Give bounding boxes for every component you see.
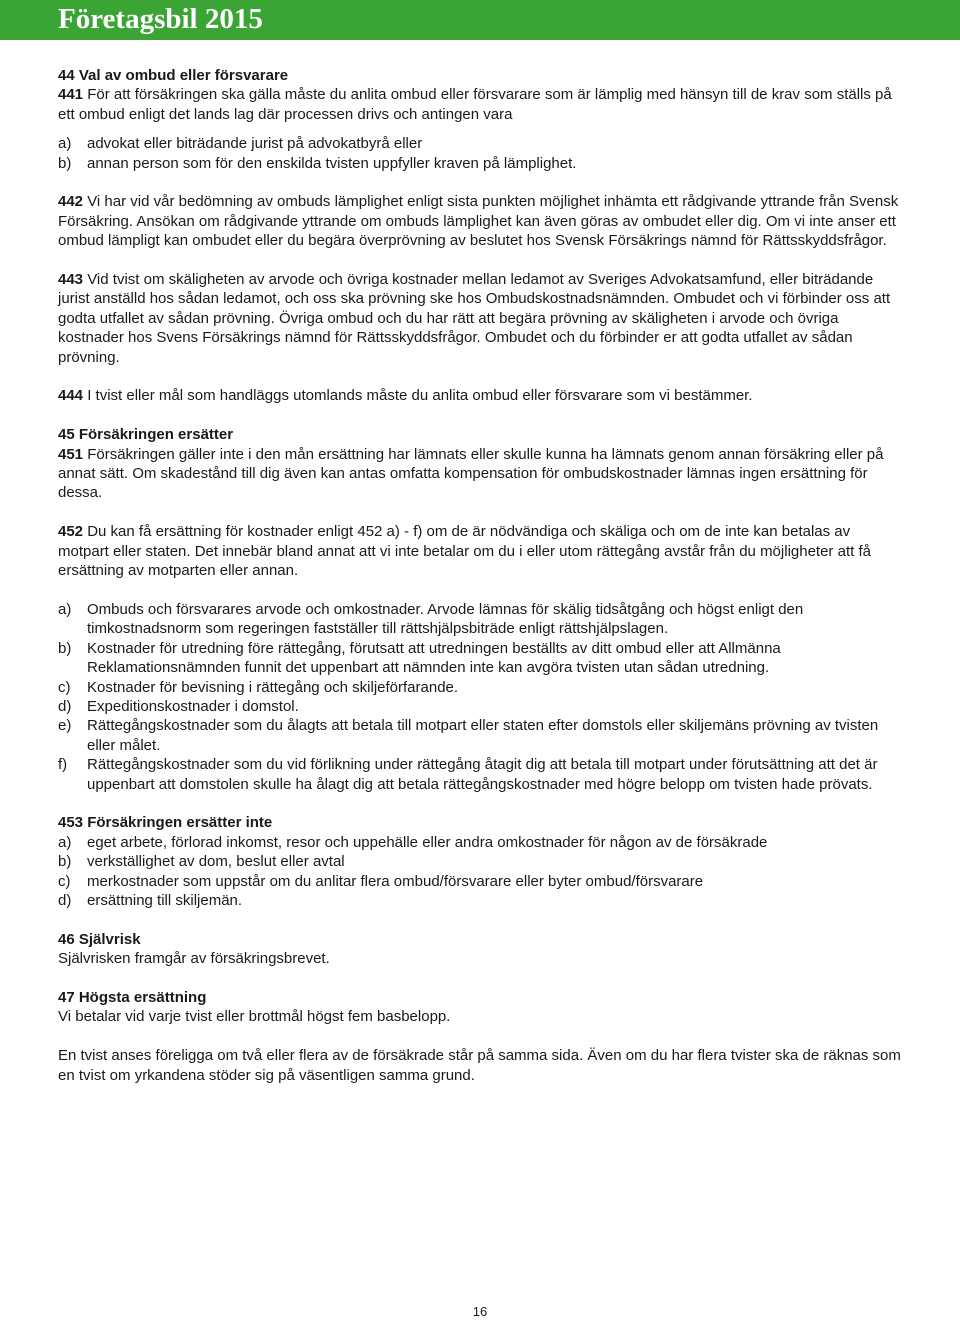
list-item bbox=[58, 716, 904, 755]
list-item bbox=[58, 833, 904, 852]
list-label: d) bbox=[58, 697, 72, 715]
paragraph-number: 444 bbox=[58, 387, 84, 405]
paragraph-number: 443 bbox=[58, 271, 84, 289]
section-heading-47: 47 Högsta ersättning bbox=[58, 988, 207, 1006]
page-number: 16 bbox=[472, 1304, 488, 1319]
section-heading-44: 44 Val av ombud eller försvarare bbox=[58, 67, 289, 84]
list-item bbox=[58, 852, 904, 871]
paragraph-text: I tvist eller mål som handläggs utomlands måste du anlita ombud eller försvarare som vi bestämmer. bbox=[87, 387, 753, 405]
list-text: ersättning till skiljemän. bbox=[87, 891, 243, 909]
paragraph-442 bbox=[58, 192, 904, 250]
paragraph-47: Vi betalar vid varje tvist eller brottmål högst fem basbelopp. bbox=[58, 1008, 451, 1026]
list-item bbox=[58, 872, 904, 891]
list-item bbox=[58, 891, 904, 910]
paragraph-text: Försäkringen gäller inte i den mån ersättning har lämnats eller skulle kunna ha lämnats genom annan försäkring eller på annat sätt. Om skadestånd till dig även kan antas omfatta kompensation för ombudskostnader lämnas ingen ersättning för dessa. bbox=[58, 445, 884, 502]
section-heading-46: 46 Självrisk bbox=[58, 930, 141, 948]
list-item bbox=[58, 755, 904, 794]
list-text: merkostnader som uppstår om du anlitar flera ombud/försvarare eller byter ombud/försvarare bbox=[87, 872, 704, 890]
section-heading-453: 453 Försäkringen ersätter inte bbox=[58, 814, 273, 832]
list-item bbox=[58, 678, 904, 697]
paragraph-number: 451 bbox=[58, 445, 84, 463]
document-body bbox=[58, 66, 904, 1085]
paragraph-number: 452 bbox=[58, 523, 84, 541]
list-item bbox=[58, 697, 904, 716]
list-item bbox=[58, 600, 904, 639]
list-label: a) bbox=[58, 600, 72, 618]
paragraph-452 bbox=[58, 522, 904, 580]
list-label: a) bbox=[58, 135, 72, 153]
paragraph-number: 441 bbox=[58, 86, 84, 104]
list-text: verkställighet av dom, beslut eller avtal bbox=[87, 853, 345, 871]
paragraph-46: Självrisken framgår av försäkringsbrevet. bbox=[58, 950, 330, 968]
paragraph-text: För att försäkringen ska gälla måste du anlita ombud eller försvarare som är lämplig med hänsyn till de krav som ställs på ett ombud enligt det lands lag där processen drivs och antingen vara bbox=[58, 86, 892, 123]
header-bar bbox=[0, 0, 960, 40]
list-item bbox=[58, 134, 904, 153]
list-text: eget arbete, förlorad inkomst, resor och uppehälle eller andra omkostnader för någon av de försäkrade bbox=[87, 833, 768, 851]
list-text: advokat eller biträdande jurist på advokatbyrå eller bbox=[87, 135, 423, 153]
list-item bbox=[58, 154, 904, 173]
paragraph-441 bbox=[58, 85, 904, 124]
paragraph-451 bbox=[58, 445, 904, 503]
list-label: a) bbox=[58, 833, 72, 851]
paragraph-text: Vi har vid vår bedömning av ombuds lämplighet enligt sista punkten möjlighet inhämta ett rådgivande yttrande från Svensk Försäkring. Ansökan om rådgivande yttrande om ombuds lämplighet kan även göras av ombudet eller dig. Om vi inte anser ett ombud lämpligt kan ombudet eller du begära överprövning av beslutet hos Svensk Försäkrings nämnd för Rättsskyddsfrågor. bbox=[58, 193, 899, 250]
list-label: c) bbox=[58, 678, 71, 696]
paragraph-text: Du kan få ersättning för kostnader enligt 452 a) - f) om de är nödvändiga och skäliga och om de inte kan betalas av motpart eller staten. Det innebär bland annat att vi inte betalar om du i eller utom rättegång avstår från du möjligheter att få ersättning av motparten eller annan. bbox=[58, 523, 871, 580]
paragraph-444 bbox=[58, 386, 904, 405]
list-label: d) bbox=[58, 891, 72, 909]
section-heading-45: 45 Försäkringen ersätter bbox=[58, 426, 234, 444]
list-text: annan person som för den enskilda tvisten uppfyller kraven på lämplighet. bbox=[87, 154, 577, 172]
paragraph-47-2: En tvist anses föreligga om två eller flera av de försäkrade står på samma sida. Även om du har flera tvister ska de räknas som en tvist om yrkandena stöder sig på väsentligen samma grund. bbox=[58, 1047, 901, 1084]
paragraph-number: 442 bbox=[58, 193, 84, 211]
paragraph-text: Vid tvist om skäligheten av arvode och övriga kostnader mellan ledamot av Sveriges Advokatsamfund, eller biträdande jurist anställd hos sådan ledamot, och oss ska prövning ske hos Ombudskostnadsnämnden. Ombudet och vi förbinder oss att godta utfallet av sådan prövning. Övriga ombud och du har rätt att begära prövning av skäligheten i arvode och övriga kostnader hos Svens Försäkrings nämnd för Rättsskyddsfrågor. Ombudet och du förbinder er att godta utfallet av sådan prövning. bbox=[58, 271, 891, 366]
list-label: e) bbox=[58, 717, 72, 735]
list-text: Rättegångskostnader som du ålagts att betala till motpart eller staten efter domstols eller skiljemäns prövning av tvisten eller målet. bbox=[87, 717, 879, 754]
list-label: b) bbox=[58, 639, 72, 657]
list-text: Kostnader för bevisning i rättegång och skiljeförfarande. bbox=[87, 678, 459, 696]
list-text: Expeditionskostnader i domstol. bbox=[87, 697, 299, 715]
document-title: Företagsbil 2015 bbox=[58, 3, 263, 35]
list-label: b) bbox=[58, 853, 72, 871]
list-text: Rättegångskostnader som du vid förlikning under rättegång åtagit dig att betala till motpart under förutsättning att det är uppenbart att domstolen skulle ha ålagt dig att betala rättegångskostnader med högre belopp om tvisten hade prövats. bbox=[87, 756, 878, 793]
paragraph-443 bbox=[58, 270, 904, 367]
list-text: Ombuds och försvarares arvode och omkostnader. Arvode lämnas för skälig tidsåtgång och högst enligt den timkostnadsnorm som regeringen fastställer till rättshjälpsbiträde enligt rättshjälpslagen. bbox=[87, 600, 804, 638]
list-text: Kostnader för utredning före rättegång, förutsatt att utredningen beställts av ditt ombud eller att Allmänna Reklamationsnämnden funnit det uppenbart att nämnden inte kan avgöra tvisten utan sådan utredning. bbox=[87, 639, 781, 677]
list-label: f) bbox=[58, 756, 68, 774]
list-label: c) bbox=[58, 872, 71, 890]
list-label: b) bbox=[58, 154, 72, 172]
list-item bbox=[58, 639, 904, 678]
